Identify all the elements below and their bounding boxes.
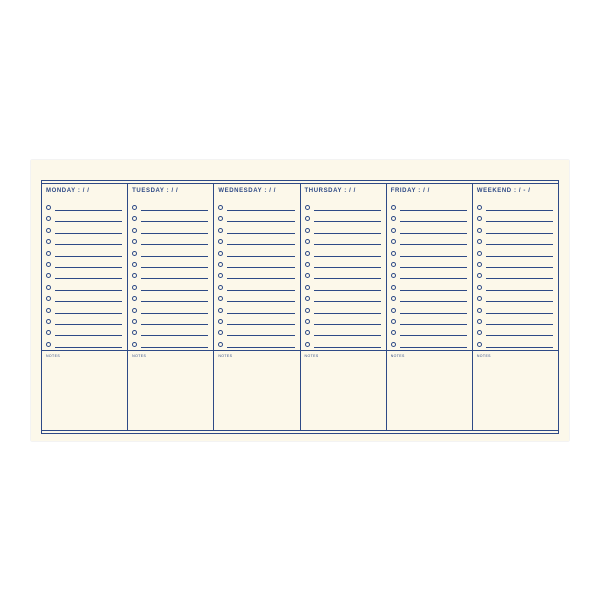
- task-write-line: [486, 301, 553, 302]
- task-write-line: [227, 256, 294, 257]
- checkbox-circle-icon: [477, 296, 482, 301]
- task-row: [46, 293, 122, 304]
- task-row: [132, 270, 208, 281]
- checkbox-circle-icon: [391, 239, 396, 244]
- task-row: [477, 316, 553, 327]
- day-column-6: [473, 183, 558, 431]
- checkbox-circle-icon: [305, 296, 310, 301]
- task-write-line: [227, 233, 294, 234]
- checkbox-circle-icon: [132, 228, 137, 233]
- checkbox-circle-icon: [305, 285, 310, 290]
- task-row: [391, 282, 467, 293]
- task-row: [477, 305, 553, 316]
- task-write-line: [55, 290, 122, 291]
- task-row: [477, 213, 553, 224]
- task-row: [391, 248, 467, 259]
- checkbox-circle-icon: [305, 251, 310, 256]
- day-title: THURSDAY : / /: [304, 188, 356, 194]
- checkbox-circle-icon: [391, 205, 396, 210]
- task-write-line: [400, 256, 467, 257]
- notes-label: NOTES: [132, 354, 147, 358]
- checkbox-circle-icon: [305, 228, 310, 233]
- task-list: [305, 202, 381, 350]
- task-write-line: [141, 267, 208, 268]
- checkbox-circle-icon: [305, 308, 310, 313]
- checkbox-circle-icon: [132, 330, 137, 335]
- notes-label: NOTES: [476, 354, 491, 358]
- task-row: [305, 339, 381, 350]
- task-row: [391, 236, 467, 247]
- task-list: [132, 202, 208, 350]
- task-write-line: [314, 313, 381, 314]
- checkbox-circle-icon: [477, 262, 482, 267]
- task-row: [391, 305, 467, 316]
- day-column-5: [387, 183, 473, 431]
- task-list: [46, 202, 122, 350]
- task-row: [218, 339, 294, 350]
- task-row: [391, 316, 467, 327]
- task-row: [391, 327, 467, 338]
- task-write-line: [141, 256, 208, 257]
- task-write-line: [227, 244, 294, 245]
- task-row: [46, 316, 122, 327]
- task-write-line: [141, 313, 208, 314]
- task-write-line: [227, 313, 294, 314]
- task-row: [218, 305, 294, 316]
- task-row: [46, 248, 122, 259]
- task-row: [391, 293, 467, 304]
- notes-label: NOTES: [218, 354, 233, 358]
- task-row: [132, 202, 208, 213]
- checkbox-circle-icon: [391, 296, 396, 301]
- checkbox-circle-icon: [132, 262, 137, 267]
- notes-divider: [42, 350, 127, 351]
- checkbox-circle-icon: [305, 239, 310, 244]
- task-write-line: [314, 210, 381, 211]
- checkbox-circle-icon: [132, 296, 137, 301]
- checkbox-circle-icon: [305, 330, 310, 335]
- task-write-line: [486, 256, 553, 257]
- task-write-line: [227, 347, 294, 348]
- task-write-line: [55, 221, 122, 222]
- task-write-line: [400, 335, 467, 336]
- day-column-1: [42, 183, 128, 431]
- task-write-line: [314, 301, 381, 302]
- checkbox-circle-icon: [477, 239, 482, 244]
- checkbox-circle-icon: [391, 251, 396, 256]
- checkbox-circle-icon: [477, 342, 482, 347]
- task-row: [305, 202, 381, 213]
- task-row: [46, 213, 122, 224]
- checkbox-circle-icon: [218, 205, 223, 210]
- task-row: [305, 225, 381, 236]
- checkbox-circle-icon: [391, 216, 396, 221]
- task-write-line: [314, 267, 381, 268]
- checkbox-circle-icon: [46, 239, 51, 244]
- task-write-line: [486, 233, 553, 234]
- task-write-line: [400, 324, 467, 325]
- checkbox-circle-icon: [218, 296, 223, 301]
- task-row: [305, 259, 381, 270]
- task-row: [391, 259, 467, 270]
- task-row: [132, 236, 208, 247]
- task-row: [305, 213, 381, 224]
- day-title: MONDAY : / /: [46, 188, 90, 194]
- task-write-line: [400, 233, 467, 234]
- task-list: [477, 202, 553, 350]
- task-row: [305, 293, 381, 304]
- task-write-line: [486, 244, 553, 245]
- task-write-line: [400, 210, 467, 211]
- task-write-line: [141, 233, 208, 234]
- task-row: [477, 293, 553, 304]
- task-write-line: [141, 347, 208, 348]
- checkbox-circle-icon: [477, 308, 482, 313]
- task-row: [46, 282, 122, 293]
- task-row: [132, 339, 208, 350]
- checkbox-circle-icon: [46, 296, 51, 301]
- notes-divider: [387, 350, 472, 351]
- checkbox-circle-icon: [305, 319, 310, 324]
- task-row: [218, 202, 294, 213]
- checkbox-circle-icon: [477, 285, 482, 290]
- task-row: [477, 270, 553, 281]
- checkbox-circle-icon: [305, 273, 310, 278]
- task-write-line: [486, 324, 553, 325]
- notes-label: NOTES: [390, 354, 405, 358]
- task-write-line: [486, 335, 553, 336]
- task-row: [477, 259, 553, 270]
- task-write-line: [486, 267, 553, 268]
- weekly-planner-sheet: [31, 160, 569, 441]
- task-row: [46, 339, 122, 350]
- checkbox-circle-icon: [477, 216, 482, 221]
- task-write-line: [55, 267, 122, 268]
- checkbox-circle-icon: [132, 251, 137, 256]
- task-row: [477, 327, 553, 338]
- task-row: [477, 339, 553, 350]
- task-write-line: [314, 233, 381, 234]
- task-row: [218, 259, 294, 270]
- task-row: [218, 270, 294, 281]
- task-write-line: [486, 313, 553, 314]
- task-row: [46, 270, 122, 281]
- checkbox-circle-icon: [477, 319, 482, 324]
- task-write-line: [141, 244, 208, 245]
- task-row: [391, 270, 467, 281]
- task-row: [132, 305, 208, 316]
- task-write-line: [55, 335, 122, 336]
- task-row: [218, 236, 294, 247]
- task-row: [305, 270, 381, 281]
- checkbox-circle-icon: [218, 273, 223, 278]
- task-write-line: [55, 233, 122, 234]
- task-write-line: [400, 278, 467, 279]
- task-row: [46, 327, 122, 338]
- day-column-4: [301, 183, 387, 431]
- task-write-line: [314, 290, 381, 291]
- task-row: [218, 225, 294, 236]
- task-write-line: [400, 301, 467, 302]
- checkbox-circle-icon: [477, 205, 482, 210]
- task-write-line: [55, 313, 122, 314]
- checkbox-circle-icon: [391, 273, 396, 278]
- task-write-line: [314, 244, 381, 245]
- task-write-line: [227, 324, 294, 325]
- task-write-line: [400, 347, 467, 348]
- planner-frame: [41, 180, 559, 434]
- notes-label: NOTES: [304, 354, 319, 358]
- task-write-line: [141, 290, 208, 291]
- task-row: [305, 305, 381, 316]
- task-row: [132, 316, 208, 327]
- task-row: [132, 293, 208, 304]
- task-row: [218, 213, 294, 224]
- task-write-line: [400, 244, 467, 245]
- task-row: [477, 225, 553, 236]
- task-list: [218, 202, 294, 350]
- checkbox-circle-icon: [305, 205, 310, 210]
- task-row: [305, 248, 381, 259]
- checkbox-circle-icon: [218, 262, 223, 267]
- task-write-line: [227, 221, 294, 222]
- task-row: [132, 259, 208, 270]
- day-column-2: [128, 183, 214, 431]
- checkbox-circle-icon: [46, 330, 51, 335]
- notes-divider: [301, 350, 386, 351]
- checkbox-circle-icon: [132, 285, 137, 290]
- checkbox-circle-icon: [132, 273, 137, 278]
- task-row: [305, 316, 381, 327]
- task-write-line: [141, 278, 208, 279]
- task-row: [132, 248, 208, 259]
- notes-divider: [214, 350, 299, 351]
- task-write-line: [314, 221, 381, 222]
- task-row: [305, 282, 381, 293]
- checkbox-circle-icon: [46, 216, 51, 221]
- task-row: [218, 316, 294, 327]
- checkbox-circle-icon: [305, 216, 310, 221]
- task-write-line: [227, 301, 294, 302]
- task-write-line: [141, 301, 208, 302]
- checkbox-circle-icon: [305, 262, 310, 267]
- task-row: [477, 248, 553, 259]
- task-row: [477, 202, 553, 213]
- day-title: FRIDAY : / /: [390, 188, 430, 194]
- checkbox-circle-icon: [132, 342, 137, 347]
- checkbox-circle-icon: [391, 308, 396, 313]
- checkbox-circle-icon: [218, 308, 223, 313]
- task-row: [132, 327, 208, 338]
- task-write-line: [314, 335, 381, 336]
- task-write-line: [55, 210, 122, 211]
- checkbox-circle-icon: [391, 342, 396, 347]
- checkbox-circle-icon: [132, 319, 137, 324]
- checkbox-circle-icon: [46, 251, 51, 256]
- task-write-line: [314, 324, 381, 325]
- task-row: [46, 305, 122, 316]
- task-write-line: [141, 335, 208, 336]
- checkbox-circle-icon: [132, 308, 137, 313]
- checkbox-circle-icon: [132, 216, 137, 221]
- checkbox-circle-icon: [391, 285, 396, 290]
- checkbox-circle-icon: [391, 228, 396, 233]
- checkbox-circle-icon: [132, 239, 137, 244]
- task-write-line: [55, 278, 122, 279]
- task-row: [132, 225, 208, 236]
- task-row: [305, 236, 381, 247]
- day-title: WEDNESDAY : / /: [218, 188, 277, 194]
- task-write-line: [486, 290, 553, 291]
- day-title: TUESDAY : / /: [132, 188, 179, 194]
- task-row: [218, 282, 294, 293]
- notes-divider: [473, 350, 558, 351]
- checkbox-circle-icon: [218, 239, 223, 244]
- task-write-line: [486, 347, 553, 348]
- task-write-line: [486, 221, 553, 222]
- task-row: [477, 236, 553, 247]
- task-write-line: [55, 347, 122, 348]
- task-write-line: [400, 313, 467, 314]
- task-write-line: [400, 221, 467, 222]
- task-row: [391, 339, 467, 350]
- checkbox-circle-icon: [218, 228, 223, 233]
- task-write-line: [486, 210, 553, 211]
- checkbox-circle-icon: [477, 330, 482, 335]
- task-row: [132, 282, 208, 293]
- checkbox-circle-icon: [391, 319, 396, 324]
- checkbox-circle-icon: [46, 319, 51, 324]
- checkbox-circle-icon: [132, 205, 137, 210]
- day-column-3: [214, 183, 300, 431]
- task-row: [46, 236, 122, 247]
- checkbox-circle-icon: [218, 251, 223, 256]
- task-row: [218, 293, 294, 304]
- task-write-line: [314, 347, 381, 348]
- task-row: [305, 327, 381, 338]
- task-write-line: [486, 278, 553, 279]
- task-write-line: [227, 290, 294, 291]
- task-row: [218, 327, 294, 338]
- checkbox-circle-icon: [218, 319, 223, 324]
- task-write-line: [55, 244, 122, 245]
- task-write-line: [141, 324, 208, 325]
- task-write-line: [314, 256, 381, 257]
- checkbox-circle-icon: [46, 342, 51, 347]
- checkbox-circle-icon: [218, 216, 223, 221]
- checkbox-circle-icon: [218, 285, 223, 290]
- task-row: [218, 248, 294, 259]
- task-write-line: [55, 324, 122, 325]
- notes-label: NOTES: [46, 354, 61, 358]
- checkbox-circle-icon: [46, 205, 51, 210]
- task-write-line: [227, 210, 294, 211]
- checkbox-circle-icon: [218, 342, 223, 347]
- task-write-line: [141, 210, 208, 211]
- checkbox-circle-icon: [46, 308, 51, 313]
- task-row: [132, 213, 208, 224]
- task-write-line: [55, 301, 122, 302]
- task-write-line: [141, 221, 208, 222]
- checkbox-circle-icon: [477, 251, 482, 256]
- task-row: [46, 225, 122, 236]
- checkbox-circle-icon: [46, 273, 51, 278]
- checkbox-circle-icon: [46, 285, 51, 290]
- task-row: [391, 213, 467, 224]
- task-write-line: [227, 267, 294, 268]
- task-write-line: [227, 335, 294, 336]
- checkbox-circle-icon: [477, 228, 482, 233]
- task-list: [391, 202, 467, 350]
- task-write-line: [400, 267, 467, 268]
- checkbox-circle-icon: [46, 262, 51, 267]
- checkbox-circle-icon: [477, 273, 482, 278]
- day-columns: [42, 183, 558, 431]
- task-row: [477, 282, 553, 293]
- task-write-line: [400, 290, 467, 291]
- checkbox-circle-icon: [46, 228, 51, 233]
- task-row: [391, 225, 467, 236]
- task-write-line: [55, 256, 122, 257]
- checkbox-circle-icon: [305, 342, 310, 347]
- checkbox-circle-icon: [391, 262, 396, 267]
- day-title: WEEKEND : / - /: [476, 188, 531, 194]
- notes-divider: [128, 350, 213, 351]
- task-write-line: [227, 278, 294, 279]
- task-row: [46, 259, 122, 270]
- task-write-line: [314, 278, 381, 279]
- task-row: [46, 202, 122, 213]
- task-row: [391, 202, 467, 213]
- checkbox-circle-icon: [391, 330, 396, 335]
- checkbox-circle-icon: [218, 330, 223, 335]
